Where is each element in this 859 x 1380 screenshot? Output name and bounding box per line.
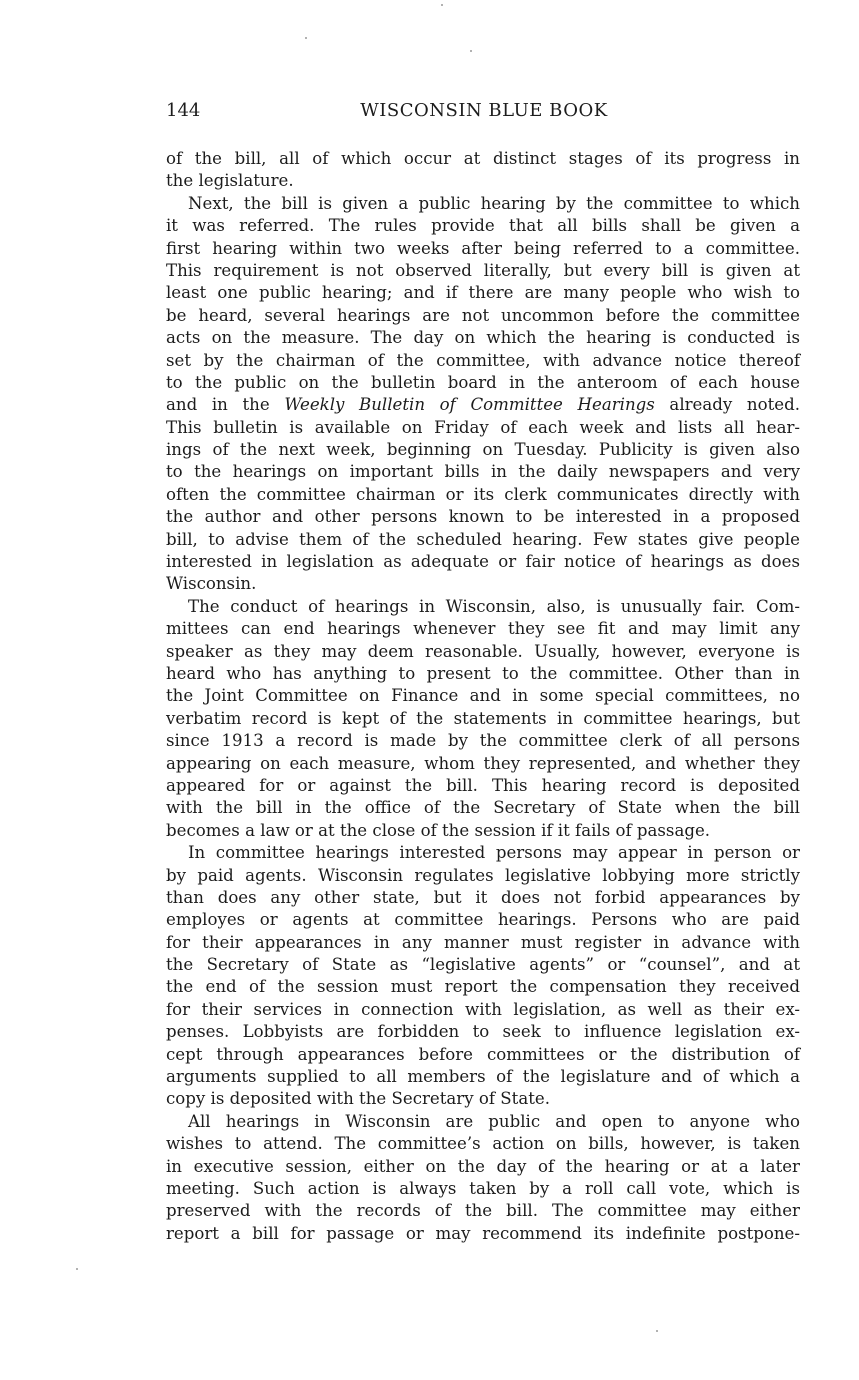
- text-line: mittees can end hearings whenever they see fit and may limit any: [166, 619, 800, 639]
- text-line: the end of the session must report the compensation they received: [166, 977, 800, 997]
- paper-speck: [76, 1268, 78, 1270]
- text-line: In committee hearings interested persons may appear in person or: [188, 843, 800, 863]
- text-line: becomes a law or at the close of the session if it fails of passage.: [166, 820, 711, 840]
- text-line: Next, the bill is given a public hearing by the committee to which: [188, 193, 800, 213]
- text-line: penses. Lobbyists are forbidden to seek to influence legislation ex-: [166, 1022, 800, 1042]
- text-line: acts on the measure. The day on which the hearing is conducted is: [166, 328, 800, 348]
- text-line: employes or agents at committee hearings. Persons who are paid: [166, 910, 800, 930]
- text-line: by paid agents. Wisconsin regulates legislative lobbying more strictly: [166, 865, 800, 885]
- text-line: All hearings in Wisconsin are public and open to anyone who: [188, 1111, 800, 1131]
- text-line: The conduct of hearings in Wisconsin, also, is unusually fair. Com-: [188, 596, 800, 616]
- text-line: This bulletin is available on Friday of each week and lists all hear-: [166, 417, 800, 437]
- text-line: since 1913 a record is made by the committee clerk of all persons: [166, 731, 800, 751]
- text-line: heard who has anything to present to the committee. Other than in: [166, 663, 800, 683]
- text-line: the Joint Committee on Finance and in some special committees, no: [166, 686, 800, 706]
- text-line: report a bill for passage or may recommend its indefinite postpone-: [166, 1223, 800, 1243]
- text-line: the author and other persons known to be interested in a proposed: [166, 507, 800, 527]
- text-line: often the committee chairman or its clerk communicates directly with: [166, 484, 800, 504]
- paper-speck: [305, 37, 307, 39]
- text-line: meeting. Such action is always taken by a roll call vote, which is: [166, 1178, 800, 1198]
- page-header: [166, 100, 802, 126]
- text-line: wishes to attend. The committee’s action on bills, however, is taken: [166, 1134, 800, 1154]
- text-line: least one public hearing; and if there are many people who wish to: [166, 283, 800, 303]
- text-line: for their services in connection with legislation, as well as their ex-: [166, 999, 800, 1019]
- running-title: WISCONSIN BLUE BOOK: [360, 100, 608, 121]
- publication-title: Weekly Bulletin of Committee Hearings: [284, 395, 655, 415]
- text-line: for their appearances in any manner must register in advance with: [166, 932, 800, 952]
- text-line: arguments supplied to all members of the legislature and of which a: [166, 1067, 800, 1087]
- paper-speck: [656, 1330, 658, 1332]
- text-line: interested in legislation as adequate or fair notice of hearings as does: [166, 552, 800, 572]
- body-text: [166, 148, 800, 1245]
- text-line: in executive session, either on the day of the hearing or at a later: [166, 1156, 800, 1176]
- text-line: the Secretary of State as “legislative agents” or “counsel”, and at: [166, 955, 800, 975]
- text-line: the legislature.: [166, 171, 294, 191]
- text-line: appeared for or against the bill. This hearing record is deposited: [166, 775, 800, 795]
- text-line: set by the chairman of the committee, with advance notice thereof: [166, 350, 800, 370]
- text-line: than does any other state, but it does not forbid appearances by: [166, 887, 800, 907]
- text-line: ings of the next week, beginning on Tuesday. Publicity is given also: [166, 440, 800, 460]
- text-line: with the bill in the office of the Secretary of State when the bill: [166, 798, 800, 818]
- text-line: be heard, several hearings are not uncommon before the committee: [166, 305, 800, 325]
- text-line: first hearing within two weeks after being referred to a committee.: [166, 238, 800, 258]
- text-line: to the public on the bulletin board in the anteroom of each house: [166, 372, 800, 392]
- text-line: Wisconsin.: [166, 574, 257, 594]
- text-line: preserved with the records of the bill. The committee may either: [166, 1201, 800, 1221]
- paper-speck: [470, 50, 472, 52]
- page-number: 144: [166, 100, 201, 121]
- text-line: cept through appearances before committees or the distribution of: [166, 1044, 800, 1064]
- text-line: of the bill, all of which occur at distinct stages of its progress in: [166, 149, 800, 168]
- text-line: bill, to advise them of the scheduled hearing. Few states give people: [166, 529, 800, 549]
- text-line: This requirement is not observed literally, but every bill is given at: [166, 260, 800, 280]
- paper-speck: [441, 4, 443, 6]
- text-line: and in the Weekly Bulletin of Committee Hearings already noted.: [166, 395, 800, 415]
- text-line: appearing on each measure, whom they represented, and whether they: [166, 753, 800, 773]
- text-line: speaker as they may deem reasonable. Usually, however, everyone is: [166, 641, 800, 661]
- text-line: to the hearings on important bills in the daily newspapers and very: [166, 462, 800, 482]
- text-line: verbatim record is kept of the statements in committee hearings, but: [166, 708, 800, 728]
- text-line: it was referred. The rules provide that all bills shall be given a: [166, 216, 800, 236]
- text-line: copy is deposited with the Secretary of State.: [166, 1089, 550, 1109]
